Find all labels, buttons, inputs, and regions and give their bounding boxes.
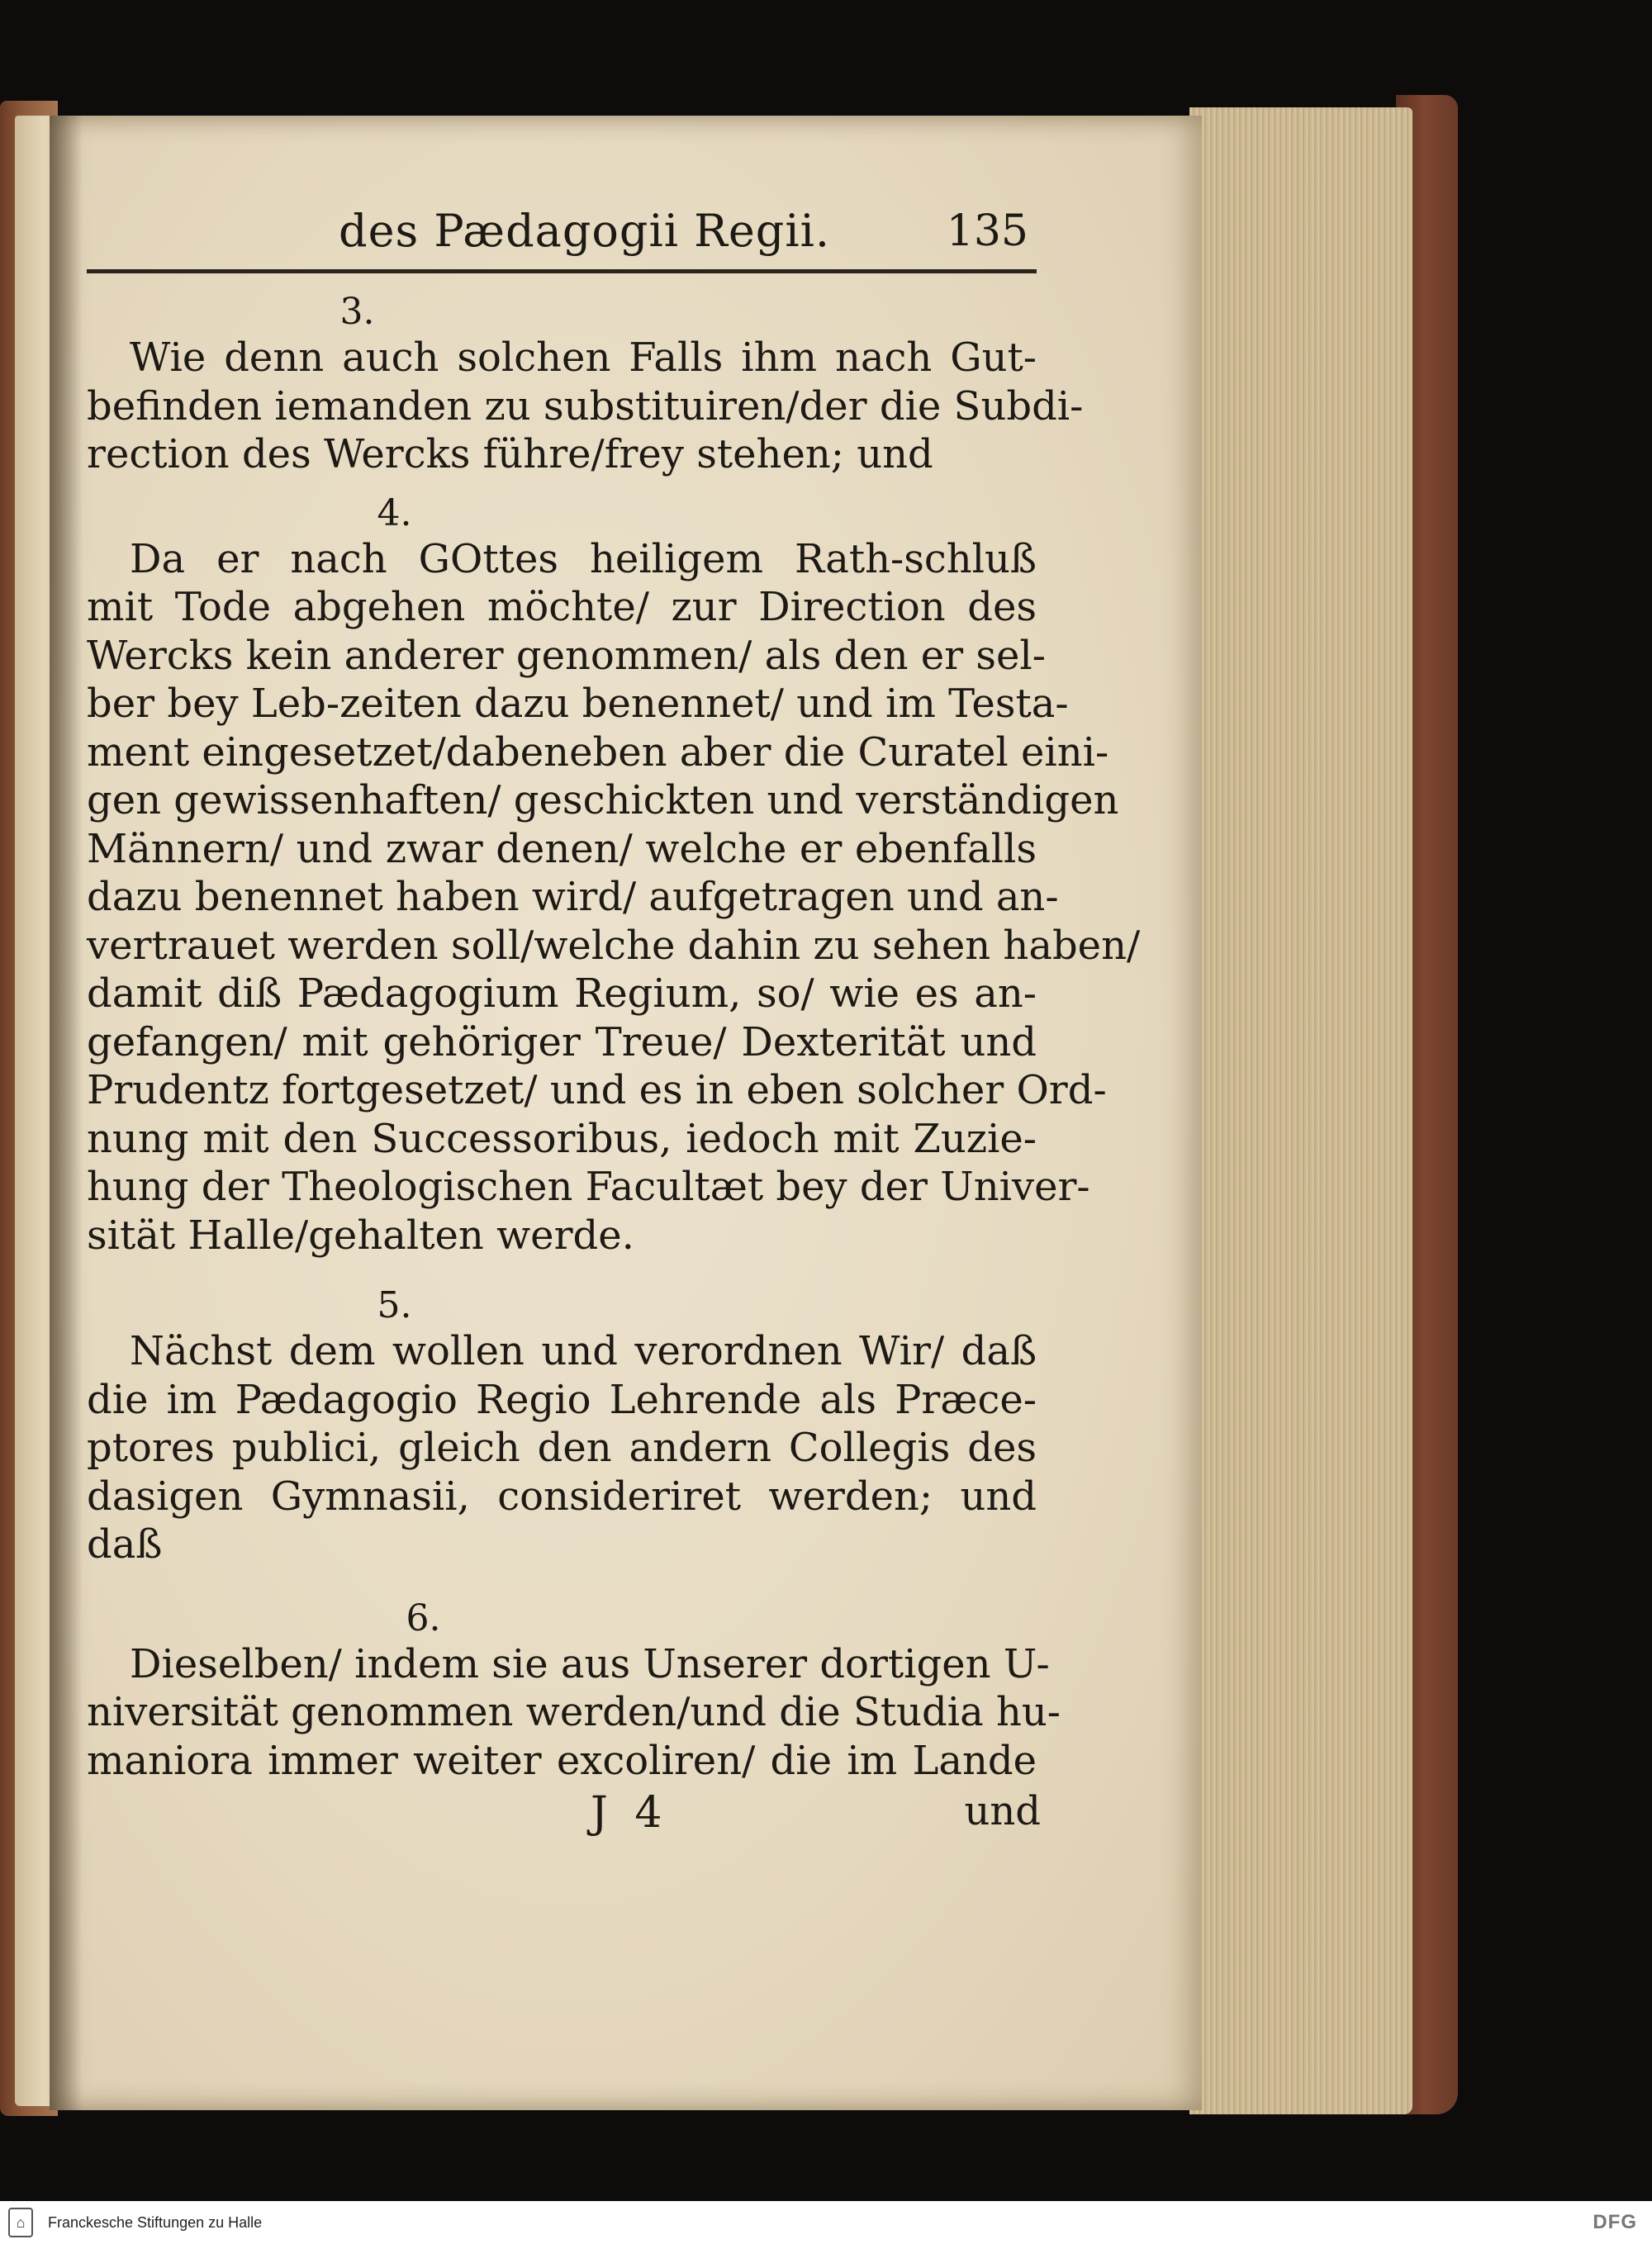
- section-number: 3.: [339, 291, 375, 333]
- text-line: vertrauet werden soll/welche dahin zu sehen haben/: [87, 922, 1141, 969]
- page-block-edges: [1189, 107, 1412, 2114]
- section-number: 6.: [406, 1596, 441, 1639]
- text-line: gen gewissenhaften/ geschickten und verständigen: [87, 777, 1119, 823]
- institution-name[interactable]: Franckesche Stiftungen zu Halle: [48, 2214, 263, 2231]
- catchword: und: [964, 1788, 1041, 1834]
- text-line: ptores publici, gleich den andern Collegis des: [87, 1425, 1037, 1471]
- page-gutter-shadow: [50, 116, 83, 2110]
- page-header: [87, 198, 1057, 273]
- text-line: damit diß Pædagogium Regium, so/ wie es an-: [87, 970, 1037, 1017]
- text-line: ment eingesetzet/dabeneben aber die Curatel eini-: [87, 728, 1109, 776]
- text-line: ber bey Leb-zeiten dazu benennet/ und im Testa-: [87, 681, 1069, 727]
- text-line: maniora immer weiter excoliren/ die im Lande: [87, 1737, 1037, 1784]
- page-number: 135: [946, 206, 1028, 256]
- text-line: hung der Theologischen Facultæt bey der Univer-: [87, 1164, 1090, 1210]
- text-line: niversität genommen werden/und die Studia hu-: [87, 1689, 1061, 1735]
- text-line: Wie denn auch solchen Falls ihm nach Gut-: [130, 334, 1037, 381]
- section-number: 5.: [377, 1284, 412, 1326]
- text-line: Prudentz fortgesetzet/ und es in eben solcher Ord-: [87, 1067, 1107, 1113]
- signature-mark: J 4: [591, 1788, 669, 1838]
- text-line: mit Tode abgehen möchte/ zur Direction des: [87, 584, 1037, 630]
- text-line: Da er nach GOttes heiligem Rath-schluß: [130, 535, 1037, 582]
- running-title: des Pædagogii Regii.: [339, 205, 831, 257]
- text-line: gefangen/ mit gehöriger Treue/ Dexterität und: [87, 1018, 1037, 1065]
- text-line: Männern/ und zwar denen/ welche er ebenfalls: [87, 825, 1037, 872]
- text-line: Wercks kein anderer genommen/ als den er sel-: [87, 632, 1046, 679]
- text-line: Nächst dem wollen und verordnen Wir/ daß: [130, 1328, 1037, 1374]
- section-number: 4.: [377, 491, 412, 534]
- page-footer-line: [87, 1788, 1057, 1846]
- text-line: dasigen Gymnasii, consideriret werden; und: [87, 1473, 1037, 1520]
- header-rule: [87, 269, 1037, 273]
- text-line: rection des Wercks führe/frey stehen; und: [87, 431, 933, 477]
- text-line: daß: [87, 1521, 163, 1568]
- text-line: nung mit den Successoribus, iedoch mit Zuzie-: [87, 1115, 1037, 1162]
- text-line: dazu benennet haben wird/ aufgetragen und an-: [87, 874, 1059, 920]
- text-line: die im Pædagogio Regio Lehrende als Præce-: [87, 1376, 1037, 1423]
- text-line: Dieselben/ indem sie aus Unserer dortigen U-: [130, 1640, 1050, 1687]
- viewer-footer: [0, 2201, 1652, 2244]
- text-line: befinden iemanden zu substituiren/der die Subdi-: [87, 382, 1084, 429]
- dfg-logo: DFG: [1593, 2211, 1637, 2233]
- text-line: sität Halle/gehalten werde.: [87, 1212, 634, 1259]
- institution-logo-icon: ⌂: [8, 2208, 33, 2237]
- page-text: [87, 198, 1141, 1846]
